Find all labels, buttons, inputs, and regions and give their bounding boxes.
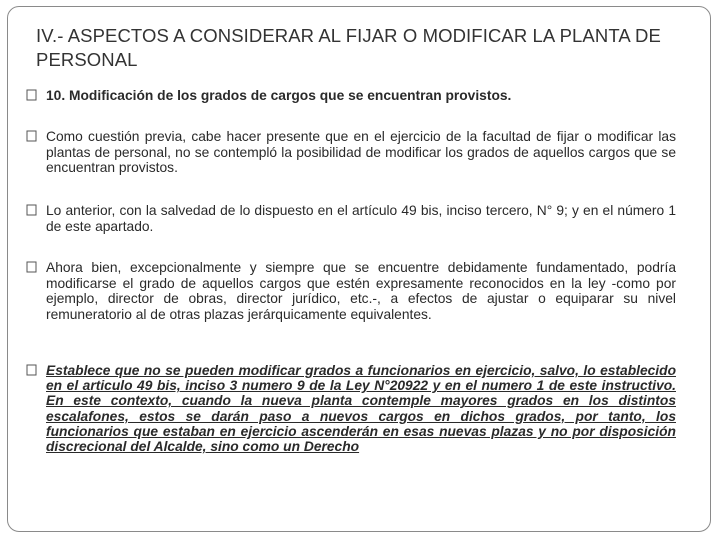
item-text: Lo anterior, con la salvedad de lo dispuesto en el artículo 49 bis, inciso tercero, N° 9; y en el número 1 de este apartado. — [46, 203, 676, 234]
list-item — [46, 363, 676, 454]
square-box-icon — [26, 130, 37, 142]
list-item — [46, 88, 676, 104]
list-item — [46, 203, 676, 234]
square-box-icon — [26, 364, 37, 376]
item-text: Ahora bien, excepcionalmente y siempre que se encuentre debidamente fundamentado, podría modificarse el grado de aquellos cargos que estén expresamente reconocidos en la ley -como por ejemplo, director de obras, director jurídico, etc.-, a efectos de ajustar o equiparar su nivel remuneratorio al de otras plazas jerárquicamente equivalentes. — [46, 260, 676, 322]
list-item — [46, 129, 676, 176]
item-text: 10. Modificación de los grados de cargos que se encuentran provistos. — [46, 88, 512, 103]
list-item — [46, 260, 676, 322]
slide-title: IV.- ASPECTOS A CONSIDERAR AL FIJAR O MODIFICAR LA PLANTA DE PERSONAL — [36, 25, 661, 70]
square-box-icon — [26, 89, 37, 101]
square-box-icon — [26, 204, 37, 216]
item-text-emphasized: Establece que no se pueden modificar grados a funcionarios en ejercicio, salvo, lo establecido en el articulo 49 bis, inciso 3 numero 9 de la Ley N°20922 y en el numero 1 de este instructivo. En este contexto, cuando la nueva planta contemple mayores grados en los distintos escalafones, estos se darán paso a nuevos cargos en dichos grados, por tanto, los funcionarios que estaban en ejercicio ascenderán en esas nuevas plazas y no por disposición discrecional del Alcalde, sino como un Derecho — [46, 363, 676, 455]
item-text: Como cuestión previa, cabe hacer presente que en el ejercicio de la facultad de fijar o modificar las plantas de personal, no se contempló la posibilidad de modificar los grados de aquellos cargos que se encuentran provistos. — [46, 129, 676, 175]
square-box-icon — [26, 261, 37, 273]
